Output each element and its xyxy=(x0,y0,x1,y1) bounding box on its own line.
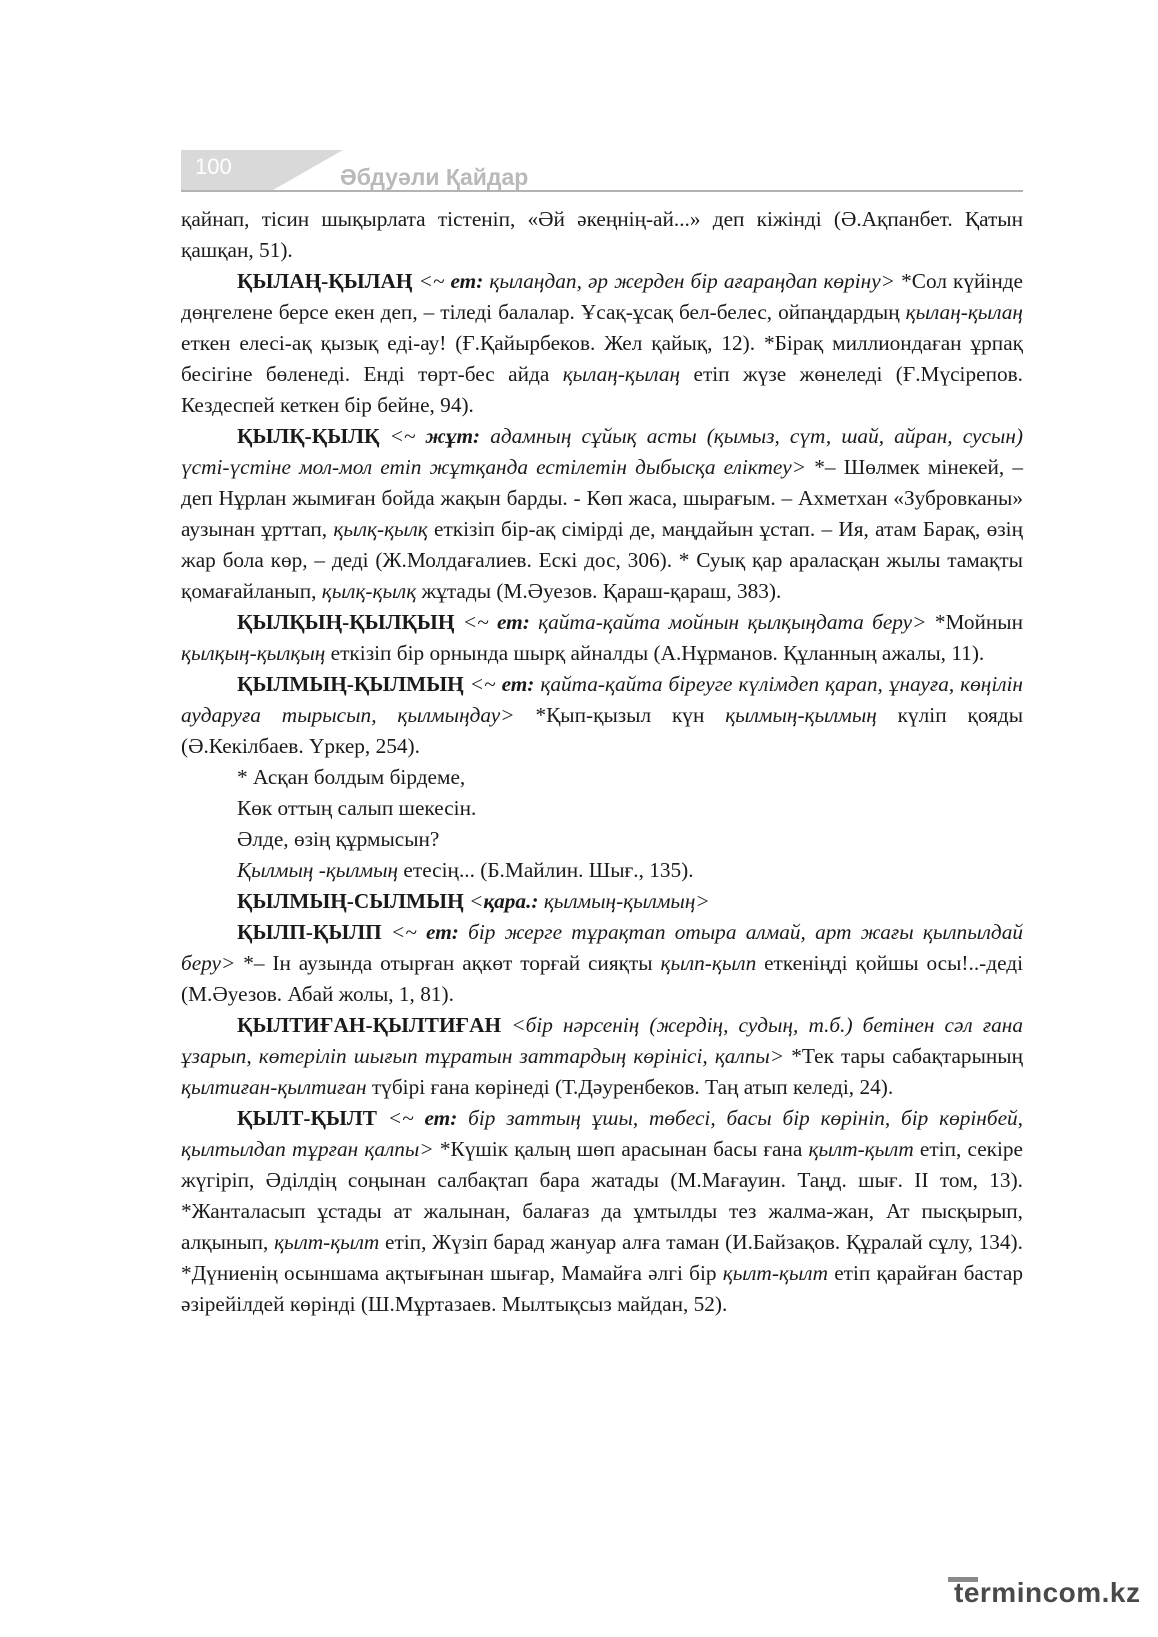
example-word: қылт-қылт xyxy=(808,1137,914,1161)
example-text: еткізіп бір орнында шырқ айналды (А.Нұрманов. Құланның ажалы, 11). xyxy=(325,641,985,665)
definition: <~ ет: қайта-қайта мойнын қылқыңдата беру> xyxy=(454,610,935,634)
page-header xyxy=(181,150,1023,196)
example-word: қылт-қылт xyxy=(274,1230,380,1254)
header-rule xyxy=(181,190,1023,192)
verse-line: Әлде, өзің құрмысын? xyxy=(237,827,440,851)
example-text: жұтады (М.Әуезов. Қараш-қараш, 383). xyxy=(416,579,782,603)
definition: <~ жұт: адамның сұйық асты (қымыз, сүт, шай, айран, сусын) үсті-үстіне мол-мол етіп жұтқанда естілетін дыбысқа еліктеу> xyxy=(181,424,1023,479)
dictionary-entry xyxy=(181,266,1023,421)
headword: ҚЫЛТ-ҚЫЛТ xyxy=(237,1106,377,1130)
page-number-tab-arrow xyxy=(273,150,343,190)
dictionary-body xyxy=(181,204,1023,1320)
verse-line: Көк оттың салып шекесін. xyxy=(237,796,477,820)
example-text: етіп жүзе жөнеледі (Ғ.Мүсірепов. Кездеспей кеткен бір бейне, 94). xyxy=(181,362,1023,417)
watermark-text: termincom.kz xyxy=(954,1577,1141,1608)
example-text: етіп қарайған бастар әзірейілдей көрінді (Ш.Мұртазаев. Мылтықсыз майдан, 52). xyxy=(181,1261,1023,1316)
example-word: қылмың-қылмың xyxy=(725,703,877,727)
example-word: Қылмың -қылмың xyxy=(237,858,399,882)
site-watermark xyxy=(948,1573,1148,1619)
dictionary-entry xyxy=(181,1103,1023,1320)
example-text: түбірі ғана көрінеді (Т.Дәуренбеков. Таң атып келеді, 24). xyxy=(366,1075,894,1099)
example-text: *Қып-қызыл күн xyxy=(535,703,726,727)
example-text: *Тек тары сабақтарының xyxy=(791,1044,1023,1068)
headword: ҚЫЛМЫҢ-ҚЫЛМЫҢ xyxy=(237,672,464,696)
example-text: еткізіп бір-ақ сімірді де, маңдайын ұстап. – Ия, атам Барақ, өзің жар бола көр, – деді (Ж.Молдағалиев. Ескі дос, 306). * Суық қар араласқан жылы тамақты қомағайланып, xyxy=(181,517,1023,603)
example-text: еткеніңді қойшы осы!..-деді (М.Әуезов. Абай жолы, 1, 81). xyxy=(181,951,1023,1006)
dictionary-entry xyxy=(181,607,1023,669)
example-text: *Күшік қалың шөп арасынан басы ғана xyxy=(439,1137,809,1161)
headword: ҚЫЛҚ-ҚЫЛҚ xyxy=(237,424,380,448)
example-word: қылаң-қылаң xyxy=(905,300,1023,324)
definition: <~ ет: бір заттың ұшы, төбесі, басы бір көрініп, бір көрінбей, қылтылдап тұрған қалпы> xyxy=(181,1106,1023,1161)
example-text: еткен елесі-ақ қызық еді-ау! (Ғ.Қайырбеков. Жел қайық, 12). *Бірақ миллиондаған ұрпақ бесігіне бөленеді. Енді төрт-бес айда xyxy=(181,331,1023,386)
example-text: *– Ін аузында отырған ақкөт торғай сияқты xyxy=(243,951,661,975)
page-number: 100 xyxy=(195,154,232,179)
definition: <бір нәрсенің (жердің, судың, т.б.) бетінен сәл ғана ұзарып, көтеріліп шығып тұратын заттардың көрінісі, қалпы> xyxy=(181,1013,1024,1068)
example-word: қылқ-қылқ xyxy=(333,517,428,541)
example-text: күліп қояды (Ә.Кекілбаев. Үркер, 254). xyxy=(181,703,1023,758)
dictionary-entry xyxy=(181,1010,1023,1103)
headword: ҚЫЛАҢ-ҚЫЛАҢ xyxy=(237,269,413,293)
dictionary-entry xyxy=(181,886,1023,917)
example-word: қылаң-қылаң xyxy=(562,362,681,386)
running-head-author: Әбдуәли Қайдар xyxy=(340,164,529,190)
verse-line: * Асқан болдым бірдеме, xyxy=(237,765,466,789)
headword: ҚЫЛП-ҚЫЛП xyxy=(237,920,382,944)
example-word: қылтиған-қылтиған xyxy=(181,1075,367,1099)
dictionary-entry xyxy=(181,917,1023,1010)
example-text: *– Шөлмек мінекей, – деп Нұрлан жымиған бойда жақын барды. - Көп жаса, шырағым. – Ахметхан «Зубровканы» аузынан ұрттап, xyxy=(181,455,1023,541)
example-word: қылп-қылп xyxy=(660,951,757,975)
example-text: *Сол күйінде дөңгелене берсе екен деп, – тіледі балалар. Ұсақ-ұсақ бел-белес, ойпаңдардың xyxy=(181,269,1024,324)
example-text: *Мойнын xyxy=(934,610,1024,634)
dictionary-entry xyxy=(181,669,1023,762)
example-text: етіп, секіре жүгіріп, Әділдің соңынан салбақтап бара жатады (М.Мағауин. Таңд. шығ. ІІ том, 13). *Жанталасып ұстады ат жалынан, балағаз да ұмтылды тез жалма-жан, Ат пысқырып, алқынып, xyxy=(181,1137,1024,1254)
definition: <~ ет: қылаңдап, әр жерден бір ағараңдап көріну> xyxy=(412,269,902,293)
definition: <~ ет: бір жерге тұрақтап отыра алмай, арт жағы қылпылдай беру> xyxy=(181,920,1023,975)
example-text: етіп, Жүзіп барад жануар алға таман (И.Байзақов. Құралай сұлу, 134). *Дүниенің осыншама ақтығынан шығар, Мамайға әлгі бір xyxy=(181,1230,1023,1285)
example-text: етесің... (Б.Майлин. Шығ., 135). xyxy=(398,858,694,882)
example-word: қылт-қылт xyxy=(722,1261,828,1285)
headword: ҚЫЛҚЫҢ-ҚЫЛҚЫҢ xyxy=(237,610,455,634)
continued-paragraph: қайнап, тісин шықырлата тістеніп, «Әй әкеңнің-ай...» деп кіжінді (Ә.Ақпанбет. Қатын қашқан, 51). xyxy=(181,207,1023,262)
example-word: қылқ-қылқ xyxy=(321,579,417,603)
dictionary-entry xyxy=(181,421,1023,607)
headword: ҚЫЛМЫҢ-СЫЛМЫҢ xyxy=(237,889,464,913)
verse-line xyxy=(181,855,1023,886)
definition: <~ ет: қайта-қайта біреуге күлімдеп қарап, ұнауға, көңілін аударуға тырысып, қылмыңдау> xyxy=(181,672,1024,727)
headword: ҚЫЛТИҒАН-ҚЫЛТИҒАН xyxy=(237,1013,502,1037)
definition: <қара.: қылмың-қылмың> xyxy=(463,889,710,913)
example-word: қылқың-қылқың xyxy=(181,641,326,665)
